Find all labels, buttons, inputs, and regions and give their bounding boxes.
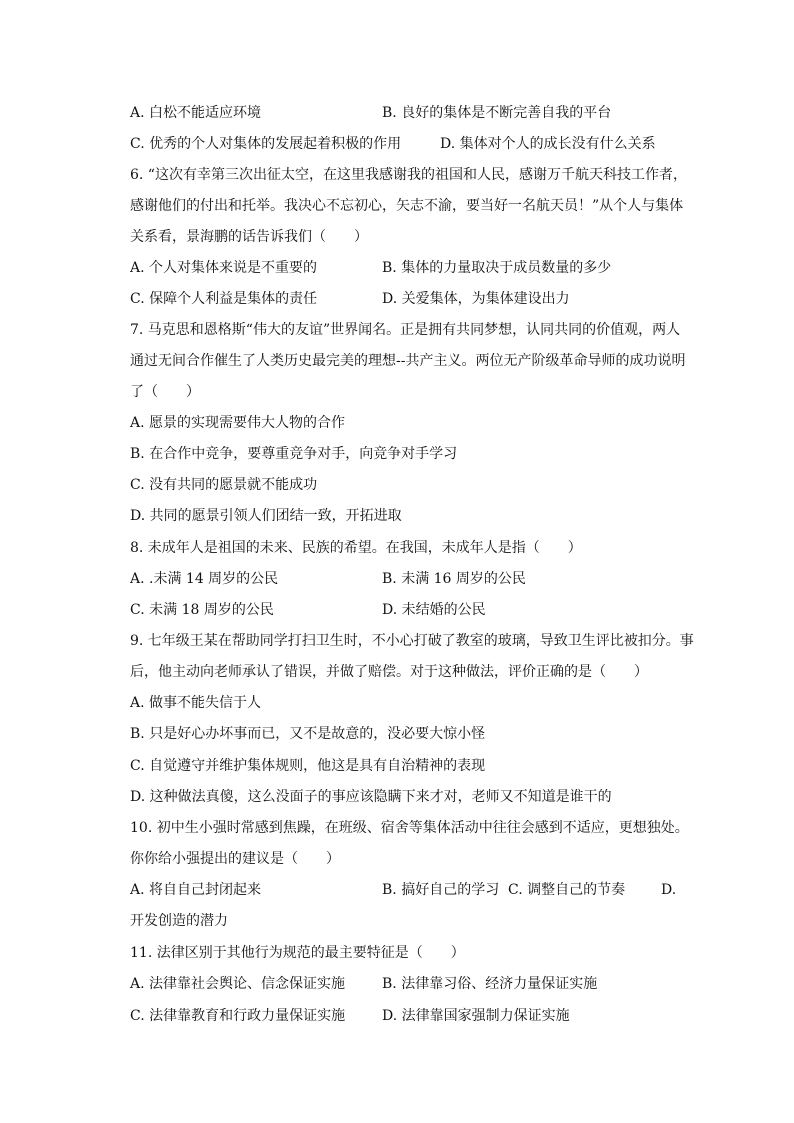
q7-stem-line-3: 了（ ） [130,384,200,400]
q5-option-c: C. 优秀的个人对集体的发展起着积极的作用 [130,136,402,152]
q6-stem-line-1: 6. “这次有幸第三次出征太空，在这里我感谢我的祖国和人民，感谢万千航天科技工作者， [130,167,687,183]
q6-stem-line-2: 感谢他们的付出和托举。我决心不忘初心，矢志不渝，要当好一名航天员！”从个人与集体 [130,198,684,214]
q10-option-c: C. 调整自己的节奏 [508,882,626,898]
q9-option-c: C. 自觉遵守并维护集体规则，他这是具有自治精神的表现 [130,758,486,774]
q11-stem: 11. 法律区别于其他行为规范的最主要特征是（ ） [130,945,465,961]
q10-option-d-text: 开发创造的潜力 [130,913,228,929]
q6-option-a: A. 个人对集体来说是不重要的 [130,260,318,276]
q7-option-a: A. 愿景的实现需要伟大人物的合作 [130,415,346,431]
q6-option-b: B. 集体的力量取决于成员数量的多少 [382,260,612,276]
q9-stem-line-2: 后，他主动向老师承认了错误，并做了赔偿。对于这种做法，评价正确的是（ ） [130,664,648,680]
q8-option-b: B. 未满 16 周岁的公民 [382,571,526,587]
q8-option-c: C. 未满 18 周岁的公民 [130,602,274,618]
q11-option-b: B. 法律靠习俗、经济力量保证实施 [382,976,598,992]
q8-stem: 8. 未成年人是祖国的未来、民族的希望。在我国，未成年人是指（ ） [130,540,582,556]
q8-option-d: D. 未结婚的公民 [382,602,486,618]
q8-option-a: A. .未满 14 周岁的公民 [130,571,279,587]
q9-stem-line-1: 9. 七年级王某在帮助同学打扫卫生时，不小心打破了教室的玻璃，导致卫生评比被扣分。事 [130,633,694,649]
q7-stem-line-2: 通过无间合作催生了人类历史最完美的理想--共产主义。两位无产阶级革命导师的成功说明 [130,353,686,369]
q6-option-c: C. 保障个人利益是集体的责任 [130,291,318,307]
q10-stem-line-2: 你你给小强提出的建议是（ ） [130,851,340,867]
q11-option-c: C. 法律靠教育和行政力量保证实施 [130,1008,346,1024]
q10-option-d-label: D. [661,882,677,898]
q5-option-a: A. 白松不能适应环境 [130,105,262,121]
q9-option-d: D. 这种做法真傻，这么没面子的事应该隐瞒下来才对，老师又不知道是谁干的 [130,789,612,805]
q7-option-d: D. 共同的愿景引领人们团结一致，开拓进取 [130,508,402,524]
q5-option-d: D. 集体对个人的成长没有什么关系 [440,136,656,152]
q7-option-c: C. 没有共同的愿景就不能成功 [130,477,318,493]
q5-option-b: B. 良好的集体是不断完善自我的平台 [382,105,612,121]
q6-stem-line-3: 关系看，景海鹏的话告诉我们（ ） [130,229,368,245]
q7-option-b: B. 在合作中竞争，要尊重竞争对手，向竞争对手学习 [130,446,458,462]
q10-option-a: A. 将自自己封闭起来 [130,882,262,898]
q9-option-a: A. 做事不能失信于人 [130,695,262,711]
q6-option-d: D. 关爱集体，为集体建设出力 [382,291,570,307]
q7-stem-line-1: 7. 马克思和恩格斯“伟大的友谊”世界闻名。正是拥有共同梦想，认同共同的价值观，两人 [130,322,681,338]
q11-option-d: D. 法律靠国家强制力保证实施 [382,1008,570,1024]
q10-stem-line-1: 10. 初中生小强时常感到焦躁，在班级、宿舍等集体活动中往往会感到不适应，更想独处。 [130,820,689,836]
q10-option-b: B. 搞好自己的学习 [382,882,500,898]
q11-option-a: A. 法律靠社会舆论、信念保证实施 [130,976,346,992]
q9-option-b: B. 只是好心办坏事而已，又不是故意的，没必要大惊小怪 [130,726,486,742]
